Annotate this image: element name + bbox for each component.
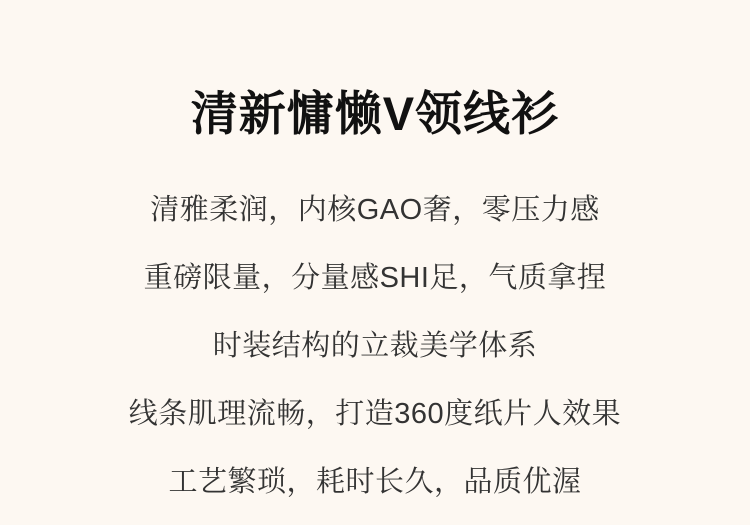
description-line: 线条肌理流畅，打造360度纸片人效果 [128, 398, 622, 431]
description-line: 清雅柔润，内核GAO奢，零压力感 [150, 194, 600, 227]
product-title: 清新慵懒V领线衫 [190, 87, 560, 140]
description-line: 时装结构的立裁美学体系 [212, 330, 538, 363]
description-line: 工艺繁琐，耗时长久，品质优渥 [168, 466, 582, 499]
description-line: 重磅限量，分量感SHI足，气质拿捏 [143, 262, 607, 295]
product-description [129, 195, 621, 497]
